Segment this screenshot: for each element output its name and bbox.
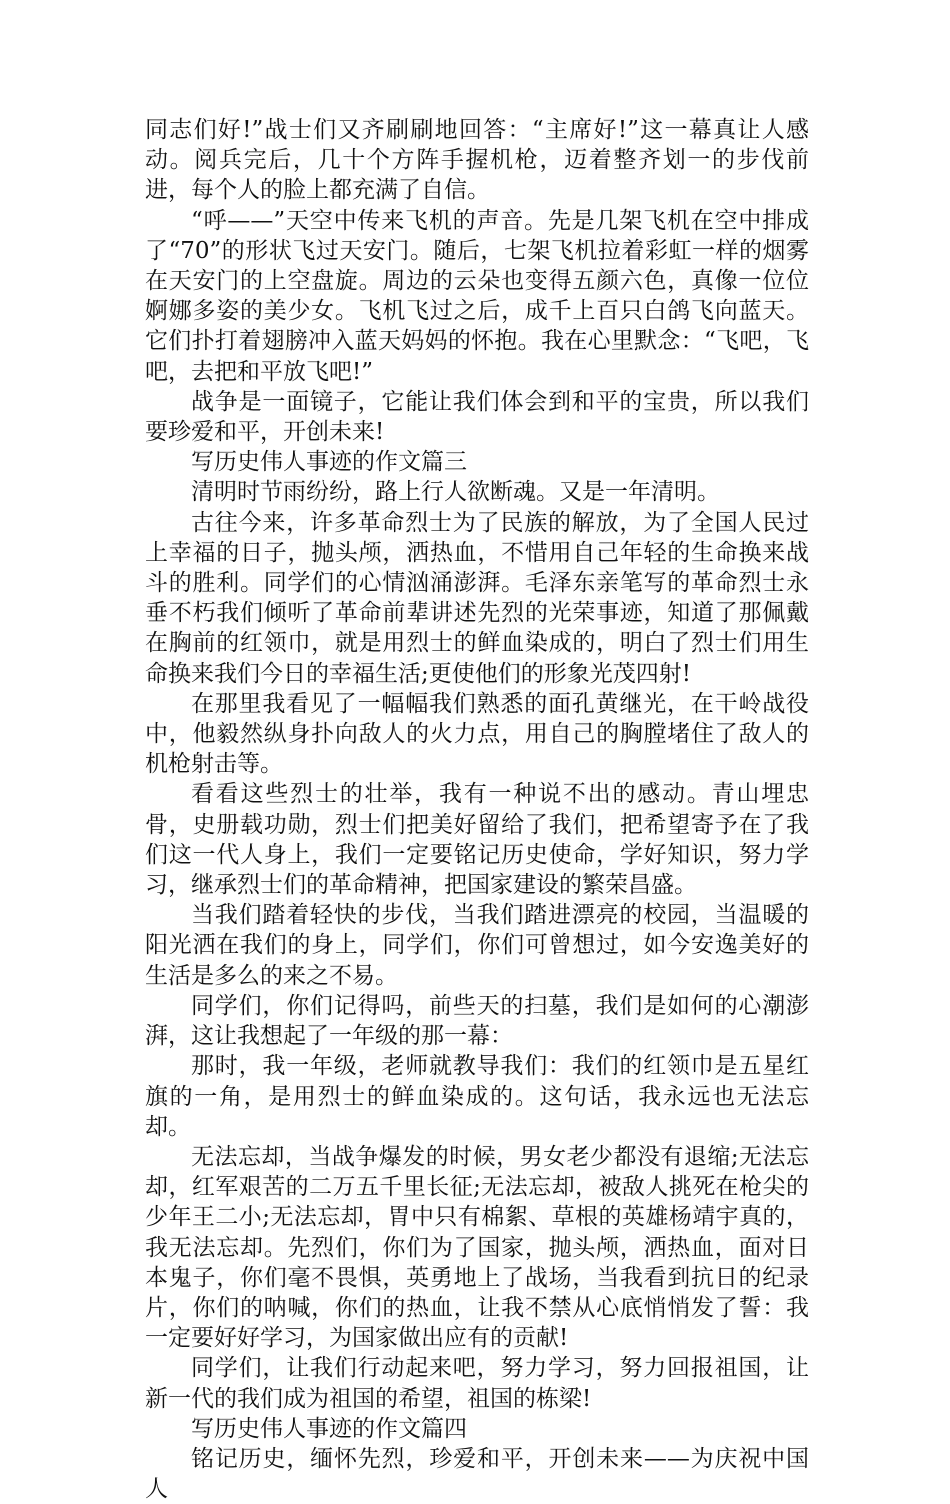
- section-heading-4: 写历史伟人事迹的作文篇四: [191, 1415, 467, 1442]
- document-page: [145, 115, 809, 1504]
- paragraph-7: 在那里我看见了一幅幅我们熟悉的面孔黄继光，在干岭战役中，他毅然纵身扑向敌人的火力点，用自己的胸膛堵住了敌人的机枪射击等。: [145, 690, 809, 778]
- paragraph-10: 同学们，你们记得吗，前些天的扫墓，我们是如何的心潮澎湃，这让我想起了一年级的那一幕：: [145, 992, 809, 1050]
- paragraph-12: 无法忘却，当战争爆发的时候，男女老少都没有退缩;无法忘却，红军艰苦的二万五千里长征;无法忘却，被敌人挑死在枪尖的少年王二小;无法忘却，胃中只有棉絮、草根的英雄杨靖宇真的，我无法忘却。先烈们，你们为了国家，抛头颅，洒热血，面对日本鬼子，你们毫不畏惧，英勇地上了战场，当我看到抗日的纪录片，你们的呐喊，你们的热血，让我不禁从心底悄悄发了誓：我一定要好好学习，为国家做出应有的贡献!: [145, 1143, 809, 1352]
- paragraph-5: 清明时节雨纷纷，路上行人欲断魂。又是一年清明。: [191, 479, 720, 506]
- paragraph-15: 铭记历史，缅怀先烈，珍爱和平，开创未来——为庆祝中国人: [145, 1445, 809, 1503]
- paragraph-2: “呼——”天空中传来飞机的声音。先是几架飞机在空中排成了“70”的形状飞过天安门。随后，七架飞机拉着彩虹一样的烟雾在天安门的上空盘旋。周边的云朵也变得五颜六色，真像一位位婀娜多姿的美少女。飞机飞过之后，成千上百只白鸽飞向蓝天。它们扑打着翅膀冲入蓝天妈妈的怀抱。我在心里默念：“飞吧，飞吧，去把和平放飞吧!”: [145, 207, 809, 385]
- section-heading-3: 写历史伟人事迹的作文篇三: [191, 449, 467, 476]
- paragraph-6: 古往今来，许多革命烈士为了民族的解放，为了全国人民过上幸福的日子，抛头颅，洒热血，不惜用自己年轻的生命换来战斗的胜利。同学们的心情汹涌澎湃。毛泽东亲笔写的革命烈士永垂不朽我们倾听了革命前辈讲述先烈的光荣事迹，知道了那佩戴在胸前的红领巾，就是用烈士的鲜血染成的，明白了烈士们用生命换来我们今日的幸福生活;更使他们的形象光茂四射!: [145, 509, 809, 687]
- paragraph-3: 战争是一面镜子，它能让我们体会到和平的宝贵，所以我们要珍爱和平，开创未来!: [145, 388, 809, 446]
- paragraph-9: 当我们踏着轻快的步伐，当我们踏进漂亮的校园，当温暖的阳光洒在我们的身上，同学们，你们可曾想过，如今安逸美好的生活是多么的来之不易。: [145, 902, 809, 989]
- paragraph-11: 那时，我一年级，老师就教导我们：我们的红领巾是五星红旗的一角，是用烈士的鲜血染成的。这句话，我永远也无法忘却。: [145, 1053, 809, 1140]
- paragraph-13: 同学们，让我们行动起来吧，努力学习，努力回报祖国，让新一代的我们成为祖国的希望，祖国的栋梁!: [145, 1355, 809, 1412]
- paragraph-1: 同志们好!”战士们又齐刷刷地回答：“主席好!”这一幕真让人感动。阅兵完后，几十个方阵手握机枪，迈着整齐划一的步伐前进，每个人的脸上都充满了自信。: [145, 117, 809, 204]
- paragraph-8: 看看这些烈士的壮举，我有一种说不出的感动。青山埋忠骨，史册载功勋，烈士们把美好留给了我们，把希望寄予在了我们这一代人身上，我们一定要铭记历史使命，学好知识，努力学习，继承烈士们的革命精神，把国家建设的繁荣昌盛。: [145, 781, 809, 899]
